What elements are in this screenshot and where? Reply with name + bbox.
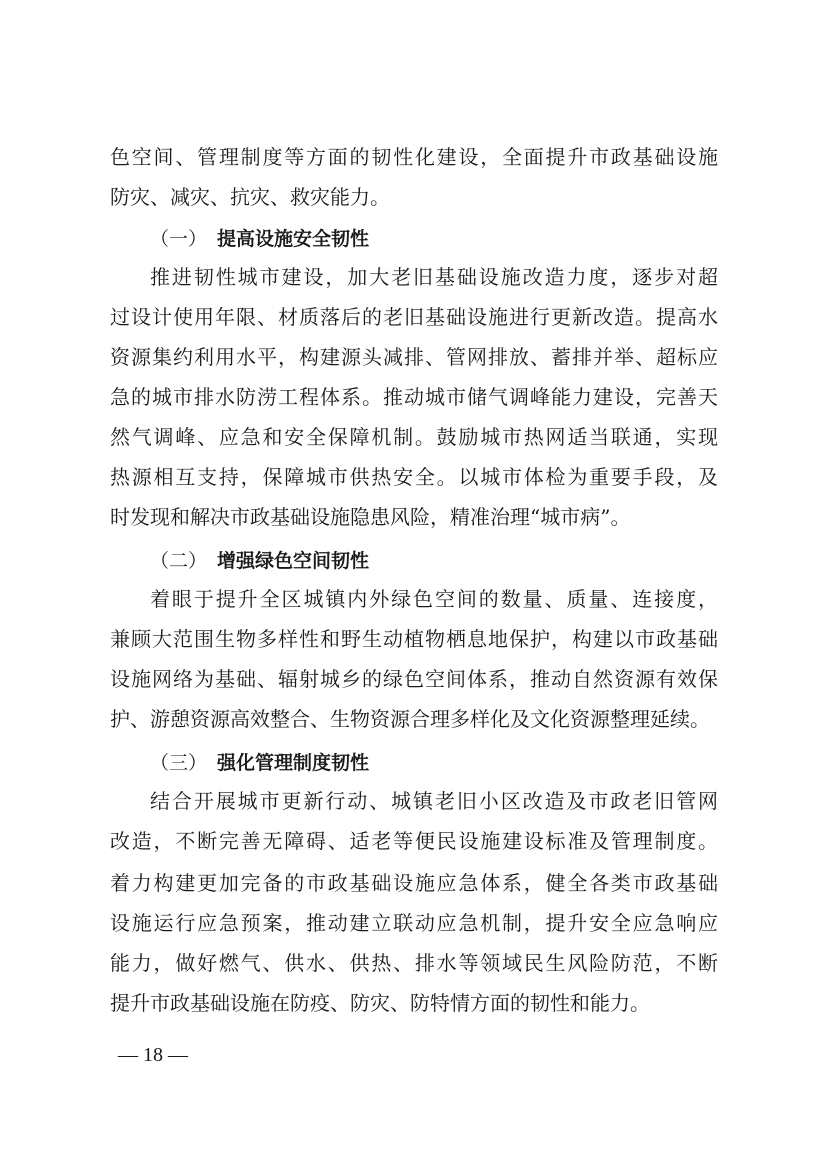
section-title: 增强绿色空间韧性 bbox=[217, 550, 370, 572]
paragraph-line: 着力构建更加完备的市政基础设施应急体系，健全各类市政基础 bbox=[110, 871, 718, 895]
paragraph-line: 能力，做好燃气、供水、供热、排水等领域民生风险防范，不断 bbox=[110, 951, 718, 975]
section-heading-2 bbox=[150, 546, 718, 576]
section-number: （一） bbox=[150, 228, 208, 250]
paragraph-line: 兼顾大范围生物多样性和野生动植物栖息地保护，构建以市政基础 bbox=[110, 627, 718, 651]
paragraph-line: 推进韧性城市建设，加大老旧基础设施改造力度，逐步对超 bbox=[150, 265, 718, 289]
page-number: — 18 — bbox=[118, 1044, 188, 1066]
section-heading-3 bbox=[150, 748, 718, 778]
section-number: （二） bbox=[150, 550, 208, 572]
paragraph-line: 改造，不断完善无障碍、适老等便民设施建设标准及管理制度。 bbox=[110, 829, 718, 853]
section-title: 强化管理制度韧性 bbox=[217, 752, 370, 774]
paragraph-line: 急的城市排水防涝工程体系。推动城市储气调峰能力建设，完善天 bbox=[110, 385, 718, 409]
section-number: （三） bbox=[150, 752, 208, 774]
paragraph-line: 设施运行应急预案，推动建立联动应急机制，提升安全应急响应 bbox=[110, 911, 718, 935]
paragraph-line: 防灾、减灾、抗灾、救灾能力。 bbox=[110, 185, 390, 209]
paragraph-line: 然气调峰、应急和安全保障机制。鼓励城市热网适当联通，实现 bbox=[110, 425, 718, 449]
paragraph-line: 热源相互支持，保障城市供热安全。以城市体检为重要手段，及 bbox=[110, 465, 718, 489]
paragraph-line: 着眼于提升全区城镇内外绿色空间的数量、质量、连接度， bbox=[150, 587, 718, 611]
paragraph-line: 结合开展城市更新行动、城镇老旧小区改造及市政老旧管网 bbox=[150, 789, 718, 813]
paragraph-line: 过设计使用年限、材质落后的老旧基础设施进行更新改造。提高水 bbox=[110, 305, 718, 329]
section-title: 提高设施安全韧性 bbox=[217, 228, 370, 250]
paragraph-line: 资源集约利用水平，构建源头减排、管网排放、蓄排并举、超标应 bbox=[110, 345, 718, 369]
paragraph-line: 护、游憩资源高效整合、生物资源合理多样化及文化资源整理延续。 bbox=[110, 707, 710, 731]
paragraph-line: 时发现和解决市政基础设施隐患风险，精准治理“城市病”。 bbox=[110, 505, 631, 529]
paragraph-line: 色空间、管理制度等方面的韧性化建设，全面提升市政基础设施 bbox=[110, 145, 718, 169]
section-heading-1 bbox=[150, 224, 718, 254]
paragraph-line: 提升市政基础设施在防疫、防灾、防特情方面的韧性和能力。 bbox=[110, 991, 650, 1015]
paragraph-line: 设施网络为基础、辐射城乡的绿色空间体系，推动自然资源有效保 bbox=[110, 667, 718, 691]
